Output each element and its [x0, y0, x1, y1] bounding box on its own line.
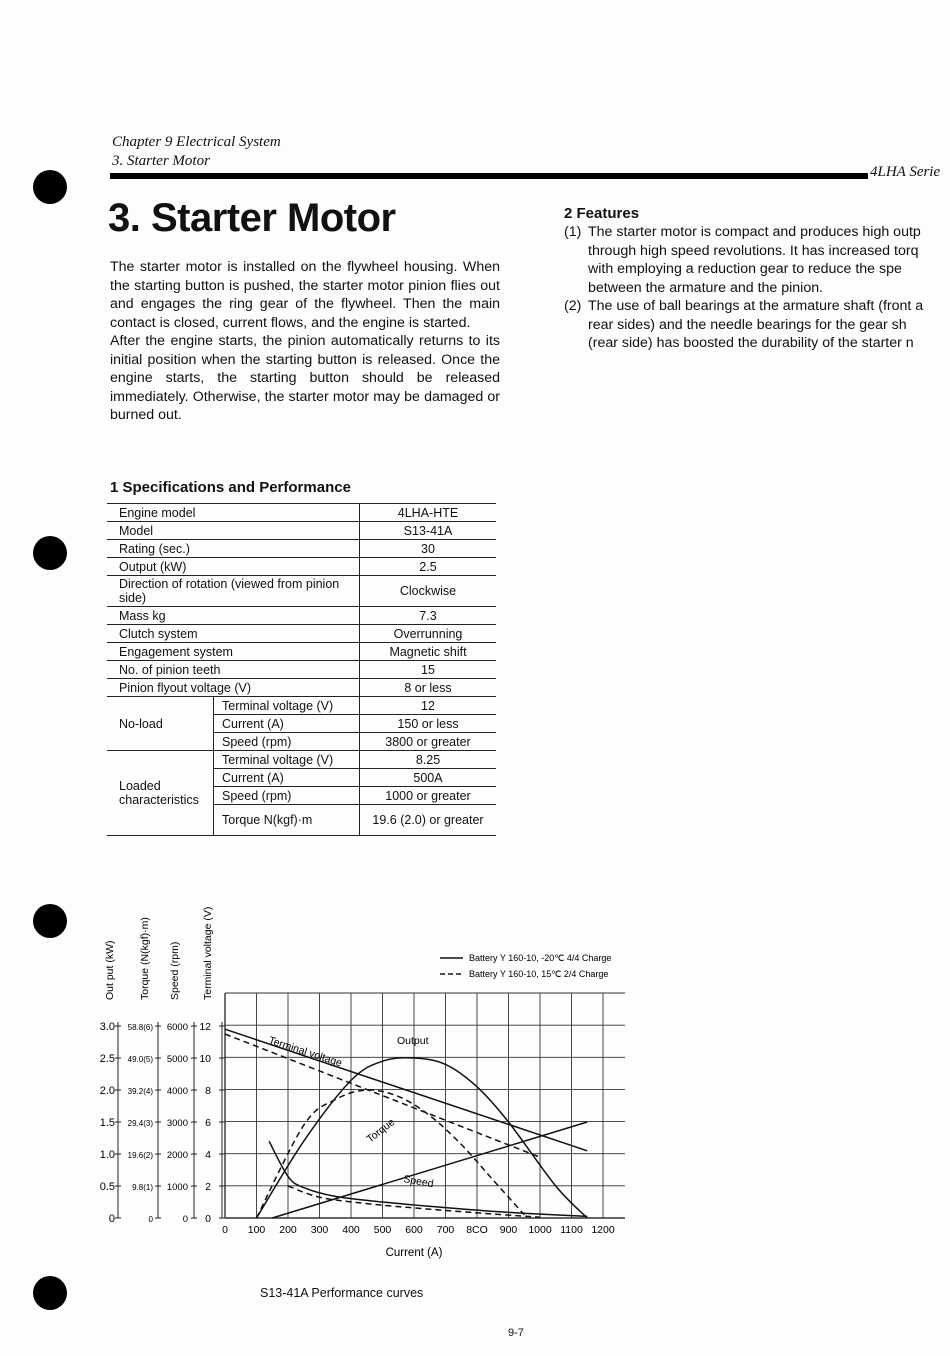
spec-value: 8.25	[360, 751, 497, 769]
y-tick-label: 1.5	[99, 1117, 115, 1129]
spec-value: 12	[360, 697, 497, 715]
y-tick-label: 6000	[166, 1022, 188, 1033]
y-tick-label: 58.8(6)	[127, 1023, 153, 1032]
group-label-noload: No-load	[107, 697, 214, 751]
intro-paragraph: After the engine starts, the pinion automatically returns to its initial position when the starting button is released. Once the engine starts, the starting button should be released immediately. Otherwise, the starter motor may be damaged or burned out.	[110, 333, 500, 423]
spec-value: 500A	[360, 769, 497, 787]
x-tick-label: 900	[499, 1224, 518, 1236]
spec-value: 1000 or greater	[360, 787, 497, 805]
y-tick-label: 1000	[166, 1182, 188, 1193]
y-tick-label: 0	[148, 1215, 153, 1224]
x-axis-title: Current (A)	[385, 1247, 443, 1259]
y-tick-label: 0	[205, 1213, 211, 1225]
spec-heading: 1 Specifications and Performance	[110, 479, 351, 496]
x-tick-label: 500	[373, 1224, 392, 1236]
spec-value: 150 or less	[360, 715, 497, 733]
y-tick-label: 2.0	[99, 1085, 115, 1097]
spec-value: 2.5	[360, 558, 497, 576]
y-tick-label: 12	[199, 1021, 211, 1033]
series-label: 4LHA Serie	[870, 164, 941, 180]
feature-line: through high speed revolutions. It has increased torq	[588, 242, 919, 259]
spec-value: 15	[360, 661, 497, 679]
x-tick-label: 600	[405, 1224, 423, 1236]
x-tick-label: 200	[279, 1224, 297, 1236]
y-tick-label: 19.6(2)	[127, 1151, 153, 1160]
y-tick-label: 49.0(5)	[127, 1055, 153, 1064]
y-tick-label: 4	[205, 1149, 211, 1161]
feature-line: The starter motor is compact and produces high outp	[588, 224, 921, 240]
y-tick-label: 10	[199, 1053, 211, 1065]
section-title: 3. Starter Motor	[112, 153, 210, 169]
x-tick-label: 700	[436, 1224, 455, 1236]
x-tick-label: 1000	[528, 1224, 552, 1236]
y-axis-title: Torque (N(kgf)·m)	[139, 917, 151, 1000]
spec-label: Model	[107, 522, 360, 540]
x-tick-label: 300	[310, 1224, 329, 1236]
curve-label: Terminal voltage	[267, 1034, 344, 1070]
figure-caption: S13-41A Performance curves	[260, 1286, 424, 1300]
spec-value: 30	[360, 540, 497, 558]
y-tick-label: 9.8(1)	[132, 1183, 153, 1192]
curve-label: Output	[397, 1035, 429, 1047]
spec-value: 8 or less	[360, 679, 497, 697]
x-tick-label: 8CO	[466, 1224, 488, 1236]
spec-label: Current (A)	[214, 715, 360, 733]
curve-label: Torque	[364, 1116, 398, 1146]
feature-line: between the armature and the pinion.	[588, 279, 824, 296]
feature-line: rear sides) and the needle bearings for the gear sh	[588, 316, 907, 333]
y-axis-title: Terminal voltage (V)	[202, 906, 214, 1000]
y-tick-label: 0	[108, 1213, 115, 1225]
feature-line: with employing a reduction gear to reduce the spe	[588, 261, 902, 277]
intro-paragraph: The starter motor is installed on the flywheel housing. When the starting button is pushed, the starter motor pinion flies out and engages the ring gear of the flywheel. Then the main contact is closed, current flows, and the engine is started.	[110, 259, 500, 331]
spec-label: Torque N(kgf)·m	[214, 805, 360, 836]
features-heading: 2 Features	[564, 205, 640, 222]
y-tick-label: 8	[205, 1085, 211, 1097]
feature-line: The use of ball bearings at the armature shaft (front a	[588, 298, 924, 314]
spec-label: Output (kW)	[107, 558, 360, 576]
y-tick-label: 1.0	[99, 1149, 115, 1161]
y-tick-label: 2.5	[99, 1053, 115, 1065]
x-tick-label: 100	[247, 1224, 266, 1236]
curve-label: Speed	[402, 1173, 435, 1191]
spec-label: Mass kg	[107, 607, 360, 625]
spec-label: Speed (rpm)	[214, 787, 360, 805]
spec-value: 19.6 (2.0) or greater	[360, 805, 497, 836]
spec-label: Terminal voltage (V)	[214, 751, 360, 769]
x-tick-label: 1100	[560, 1224, 583, 1236]
y-axis-title: Speed (rpm)	[169, 941, 181, 1000]
y-axis-title: Out put (kW)	[104, 940, 116, 1000]
y-tick-label: 3.0	[99, 1021, 115, 1033]
page-number: 9-7	[508, 1327, 524, 1339]
spec-label: Clutch system	[107, 625, 360, 643]
group-label-loaded: Loaded characteristics	[107, 751, 214, 836]
y-tick-label: 4000	[166, 1086, 188, 1097]
page-title: 3. Starter Motor	[108, 196, 396, 240]
spec-value: Magnetic shift	[360, 643, 497, 661]
y-tick-label: 0	[182, 1214, 188, 1225]
spec-value: 7.3	[360, 607, 497, 625]
y-tick-label: 6	[205, 1117, 211, 1129]
spec-label: Pinion flyout voltage (V)	[107, 679, 360, 697]
spec-value: Clockwise	[360, 576, 497, 607]
legend-text: Battery Y 160-10, 15℃ 2/4 Charge	[469, 969, 609, 979]
y-tick-label: 5000	[166, 1054, 188, 1065]
spec-label: No. of pinion teeth	[107, 661, 360, 679]
x-tick-label: 400	[342, 1224, 360, 1236]
spec-label: Current (A)	[214, 769, 360, 787]
spec-label: Speed (rpm)	[214, 733, 360, 751]
spec-value: 3800 or greater	[360, 733, 497, 751]
y-tick-label: 3000	[166, 1118, 188, 1129]
feature-number: (1)	[564, 224, 582, 240]
chapter-title: Chapter 9 Electrical System	[112, 134, 281, 150]
y-tick-label: 0.5	[99, 1181, 115, 1193]
spec-value: Overrunning	[360, 625, 497, 643]
spec-label: Engine model	[107, 504, 360, 522]
y-tick-label: 29.4(3)	[127, 1119, 153, 1128]
y-tick-label: 2000	[166, 1150, 188, 1161]
spec-label: Direction of rotation (viewed from pinion side)	[107, 576, 360, 607]
x-tick-label: 1200	[591, 1224, 615, 1236]
feature-number: (2)	[564, 298, 582, 314]
x-tick-label: 0	[222, 1224, 228, 1236]
feature-line: (rear side) has boosted the durability of the starter n	[588, 335, 914, 351]
spec-label: Terminal voltage (V)	[214, 697, 360, 715]
spec-label: Rating (sec.)	[107, 540, 360, 558]
spec-label: Engagement system	[107, 643, 360, 661]
legend-text: Battery Y 160-10, -20℃ 4/4 Charge	[469, 953, 612, 963]
spec-value: 4LHA-HTE	[360, 504, 497, 522]
y-tick-label: 2	[205, 1181, 211, 1193]
y-tick-label: 39.2(4)	[127, 1087, 153, 1096]
spec-value: S13-41A	[360, 522, 497, 540]
